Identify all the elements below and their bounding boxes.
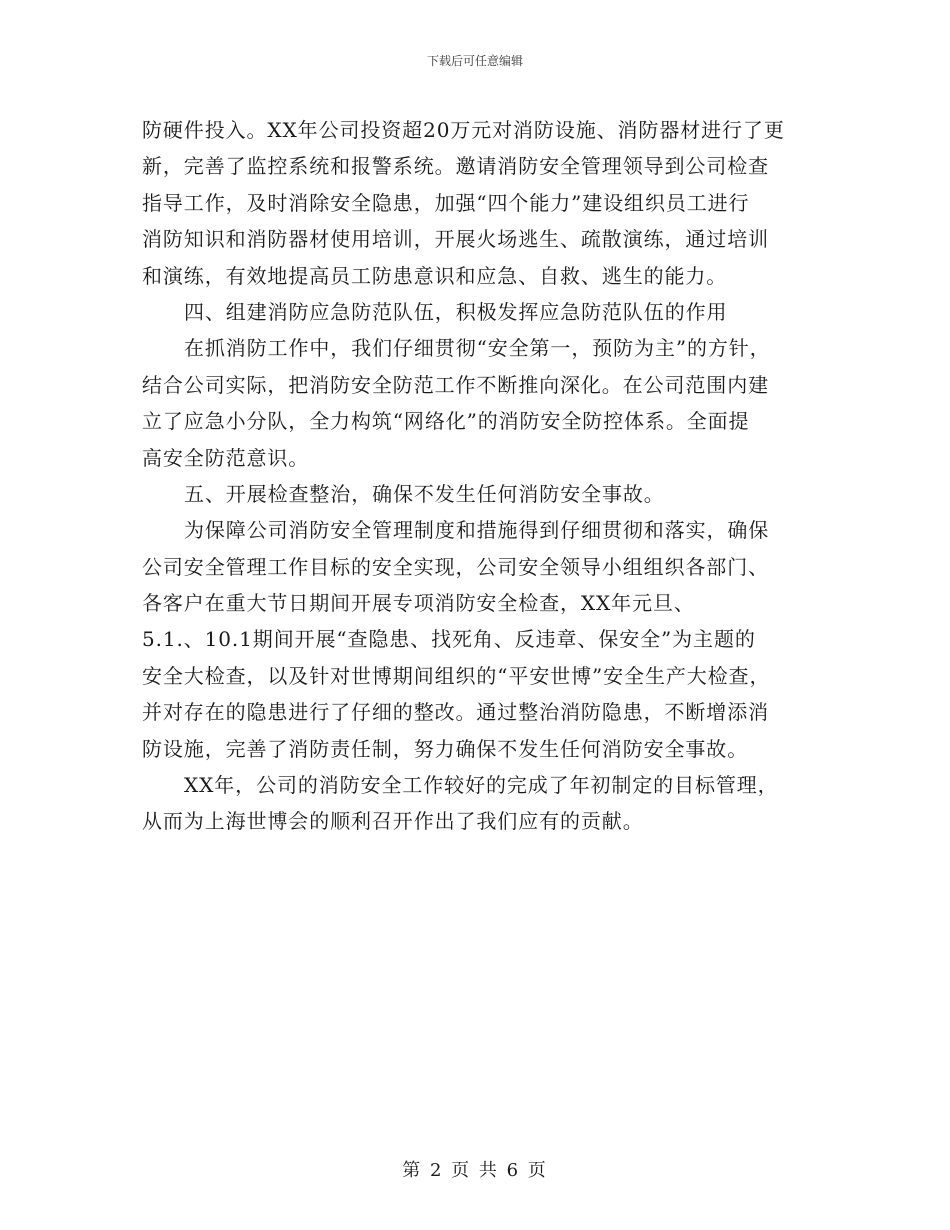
text-line: 防硬件投入。XX年公司投资超20万元对消防设施、消防器材进行了更 [142, 118, 785, 142]
text-line: 指导工作，及时消除安全隐患，加强“四个能力”建设组织员工进行 [142, 190, 750, 215]
text-line: 从而为上海世博会的顺利召开作出了我们应有的贡献。 [142, 809, 644, 834]
page-header: 下载后可任意编辑 [426, 54, 523, 68]
text-line: 为保障公司消防安全管理制度和措施得到仔细贯彻和落实，确保 [184, 518, 770, 543]
page-number-footer: 第 2 页 共 6 页 [402, 1160, 548, 1181]
text-line: 5.1.、10.1期间开展“查隐患、找死角、反违章、保安全”为主题的 [142, 627, 756, 652]
text-line: 并对存在的隐患进行了仔细的整改。通过整治消防隐患，不断增添消 [142, 700, 769, 725]
text-line: 四、组建消防应急防范队伍，积极发挥应急防范队伍的作用 [184, 299, 728, 324]
text-line: 结合公司实际，把消防安全防范工作不断推向深化。在公司范围内建 [142, 372, 769, 397]
text-line: 消防知识和消防器材使用培训，开展火场逃生、疏散演练，通过培训 [142, 227, 769, 252]
text-line: 高安全防范意识。 [142, 445, 310, 470]
text-line: XX年，公司的消防安全工作较好的完成了年初制定的目标管理， [184, 773, 779, 798]
text-line: 和演练，有效地提高员工防患意识和应急、自救、逃生的能力。 [142, 263, 728, 288]
text-line: 防设施，完善了消防责任制，努力确保不发生任何消防安全事故。 [142, 736, 749, 761]
text-line: 新，完善了监控系统和报警系统。邀请消防安全管理领导到公司检查 [142, 154, 769, 179]
text-line: 安全大检查，以及针对世博期间组织的“平安世博”安全生产大检查， [142, 663, 771, 688]
text-line: 五、开展检查整治，确保不发生任何消防安全事故。 [184, 481, 665, 506]
text-line: 在抓消防工作中，我们仔细贯彻“安全第一，预防为主”的方针， [184, 336, 771, 361]
document-body [142, 112, 812, 840]
text-line: 公司安全管理工作目标的安全实现，公司安全领导小组组织各部门、 [142, 554, 769, 579]
text-line: 立了应急小分队，全力构筑“网络化”的消防安全防控体系。全面提 [142, 409, 750, 434]
text-line: 各客户在重大节日期间开展专项消防安全检查，XX年元旦、 [142, 591, 695, 616]
